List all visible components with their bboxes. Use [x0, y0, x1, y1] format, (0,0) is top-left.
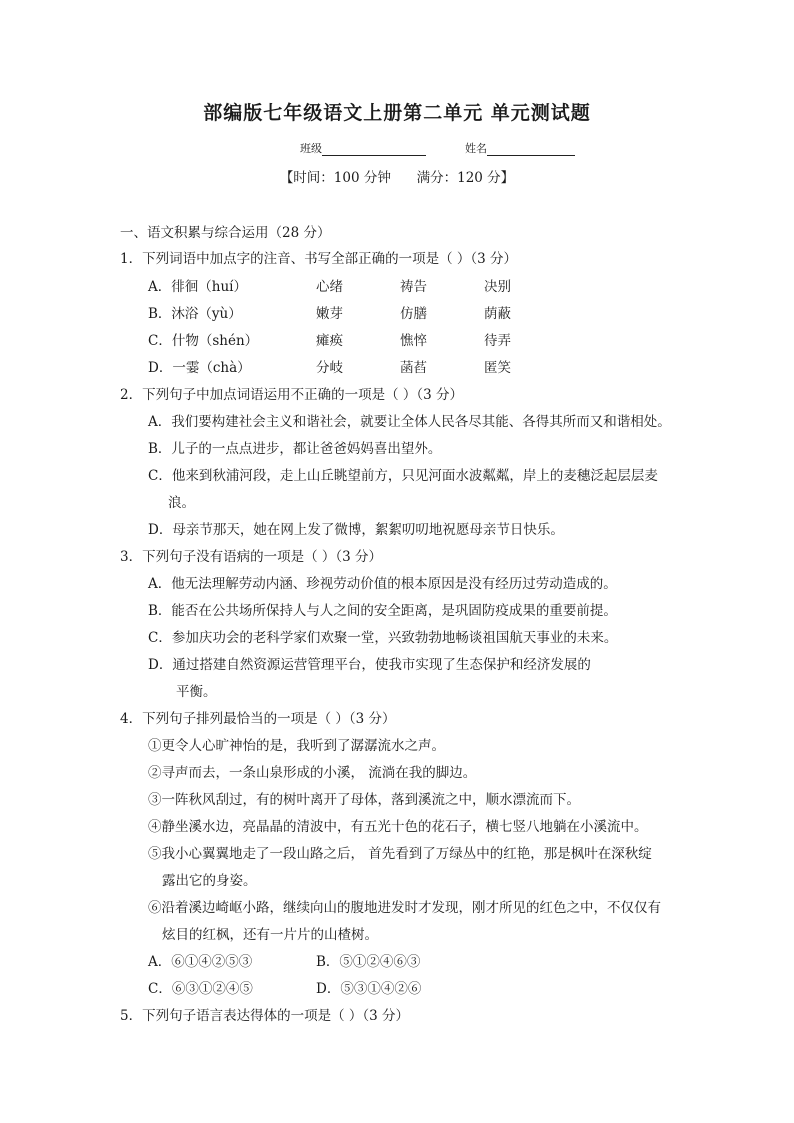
q4-option-c: C．⑥③①②④⑤: [148, 981, 253, 997]
q1-d-word4: 匿笑: [484, 360, 511, 376]
q4-sentence-4: ④静坐溪水边，亮晶晶的清波中，有五光十色的花石子，横七竖八地躺在小溪流中。: [148, 819, 648, 835]
name-label: 姓名: [465, 142, 487, 155]
q1-a-word1: A．徘徊（huí）: [148, 279, 247, 295]
q2-option-a: A．我们要构建社会主义和谐社会，就要让全体人民各尽其能、各得其所而又和谐相处。: [148, 414, 671, 430]
q1-d-word2: 分岐: [316, 360, 343, 376]
q1-c-word3: 憔悴: [400, 333, 427, 349]
q3-option-c: C．参加庆功会的老科学家们欢聚一堂，兴致勃勃地畅谈祖国航天事业的未来。: [148, 630, 618, 646]
q3-option-a: A．他无法理解劳动内涵、珍视劳动价值的根本原因是没有经历过劳动造成的。: [148, 576, 617, 592]
q1-a-word2: 心绪: [316, 279, 343, 295]
q1-c-word1: C．什物（shén）: [148, 333, 259, 349]
q1-a-word3: 祷告: [400, 279, 427, 295]
student-info: [300, 140, 575, 156]
q1-d-word3: 菡萏: [400, 360, 427, 376]
q4-sentence-3: ③一阵秋风刮过，有的树叶离开了母体，落到溪流之中，顺水漂流而下。: [148, 792, 580, 808]
q1-b-word3: 仿膳: [400, 306, 427, 322]
exam-title: 部编版七年级语文上册第二单元 单元测试题: [203, 102, 591, 124]
q4-sentence-6-line1: ⑥沿着溪边崎岖小路，继续向山的腹地进发时才发现，刚才所见的红色之中，不仅仅有: [148, 900, 661, 916]
q4-option-b: B．⑤①②④⑥③: [316, 954, 421, 970]
q2-option-c-line2: 浪。: [168, 495, 195, 511]
q2-stem: 2．下列句子中加点词语运用不正确的一项是（ ）（3 分）: [120, 387, 464, 403]
q1-d-word1: D．一霎（chà）: [148, 360, 251, 376]
q3-stem: 3．下列句子没有语病的一项是（ ）（3 分）: [120, 549, 383, 565]
q2-option-d: D．母亲节那天，她在网上发了微博，絮絮叨叨地祝愿母亲节日快乐。: [148, 522, 564, 538]
q5-stem: 5．下列句子语言表达得体的一项是（ ）（3 分）: [120, 1008, 410, 1024]
q4-option-d: D．⑤③①④②⑥: [316, 981, 422, 997]
section-heading: 一、语文积累与综合运用（28 分）: [120, 225, 331, 241]
q3-option-d-line1: D．通过搭建自然资源运营管理平台，使我市实现了生态保护和经济发展的: [148, 657, 591, 673]
q1-c-word2: 瘫痪: [316, 333, 343, 349]
class-blank: [322, 143, 426, 156]
q1-c-word4: 待弄: [484, 333, 511, 349]
q3-option-b: B．能否在公共场所保持人与人之间的安全距离，是巩固防疫成果的重要前提。: [148, 603, 617, 619]
q1-b-word2: 嫩芽: [316, 306, 343, 322]
q1-b-word4: 荫蔽: [484, 306, 511, 322]
q1-stem-text: 1．下列词语中加点字的注音、书写全部正确的一项是（ ）（3 分）: [120, 251, 518, 267]
time-score-bar: 【时间：100 分钟 满分：120 分】: [279, 170, 515, 186]
q2-option-c-line1: C．他来到秋浦河段，走上山丘眺望前方，只见河面水波粼粼，岸上的麦穗泛起层层麦: [148, 468, 658, 484]
q3-option-d-line2: 平衡。: [176, 684, 217, 700]
q1-a-word4: 决别: [484, 279, 511, 295]
q4-stem: 4．下列句子排列最恰当的一项是（ ）（3 分）: [120, 711, 396, 727]
q4-option-a: A．⑥①④②⑤③: [148, 954, 253, 970]
q1-b-word1: B．沐浴（yù）: [148, 306, 242, 322]
q4-sentence-6-line2: 炫目的红枫，还有一片片的山楂树。: [162, 927, 378, 943]
class-label: 班级: [300, 142, 322, 155]
q4-sentence-5-line2: 露出它的身姿。: [162, 873, 257, 889]
q4-sentence-2: ②寻声而去，一条山泉形成的小溪， 流淌在我的脚边。: [148, 765, 477, 781]
q2-option-b: B．儿子的一点点进步，都让爸爸妈妈喜出望外。: [148, 441, 442, 457]
name-blank: [487, 143, 575, 156]
q4-sentence-5-line1: ⑤我小心翼翼地走了一段山路之后， 首先看到了万绿丛中的红艳，那是枫叶在深秋绽: [148, 846, 652, 862]
q4-sentence-1: ①更令人心旷神怡的是，我听到了潺潺流水之声。: [148, 738, 445, 754]
